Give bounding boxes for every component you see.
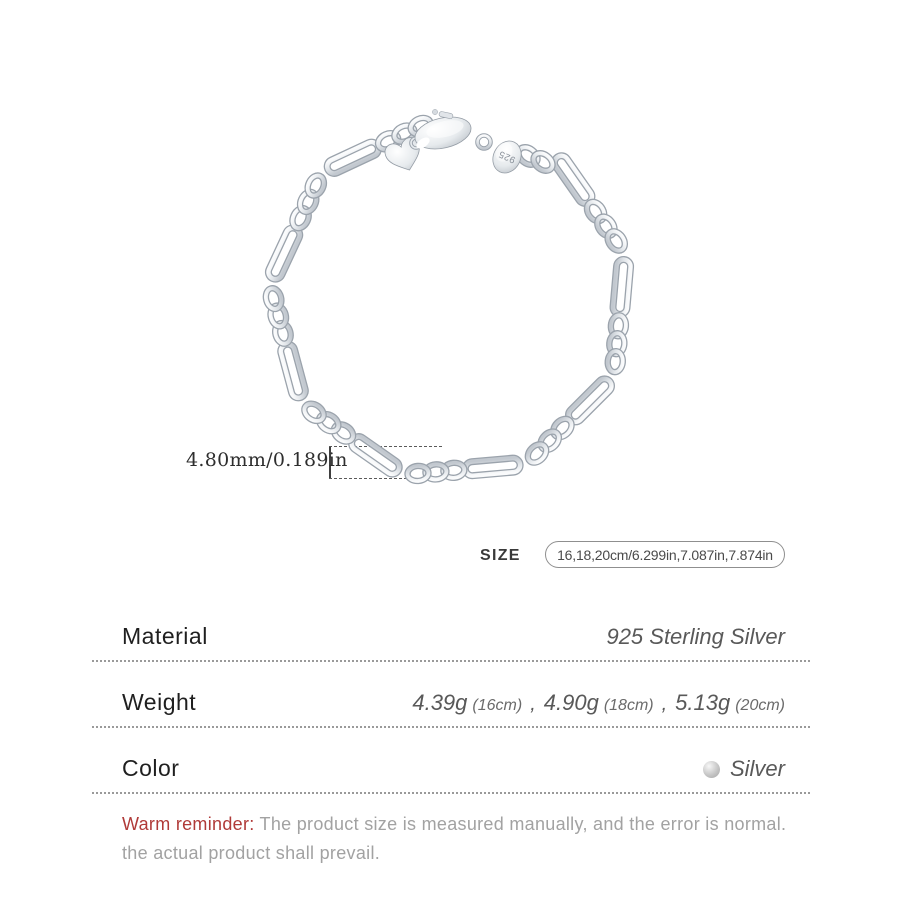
weight-separator: , [661, 693, 668, 715]
reminder-text-2: the actual product shall prevail. [122, 843, 381, 863]
silver-swatch-icon [703, 761, 720, 778]
reminder-line-1 [122, 810, 802, 839]
reminder-text-1: The product size is measured manually, and the error is normal. [259, 814, 787, 834]
lobster-clasp-assembly [383, 109, 527, 177]
size-value-pill [545, 541, 785, 568]
spec-row-weight [92, 662, 810, 728]
weight-item-value: 5.13g [675, 690, 731, 715]
bracelet-photo [253, 98, 653, 508]
weight-item-value: 4.39g [412, 690, 468, 715]
color-value [703, 756, 785, 782]
weight-item-size: (18cm) [603, 697, 654, 714]
material-label: Material [122, 623, 208, 649]
weight-item-value: 4.90g [543, 690, 599, 715]
hallmark-tag [488, 136, 527, 177]
spec-row-color [92, 728, 810, 794]
dimension-label: 4.80mm/0.189in [186, 449, 348, 471]
reminder-label: Warm reminder: [122, 814, 255, 834]
size-value: 16,18,20cm/6.299in,7.087in,7.874in [557, 546, 773, 563]
weight-item-size: (16cm) [472, 697, 523, 714]
figaro-chain [264, 115, 632, 482]
spec-row-material [92, 596, 810, 662]
color-label: Color [122, 755, 180, 781]
reminder-line-2 [122, 839, 802, 868]
weight-separator: , [530, 693, 536, 715]
weight-label: Weight [122, 689, 197, 715]
color-name: Silver [729, 756, 785, 781]
warm-reminder [122, 810, 802, 868]
size-label: SIZE [480, 547, 521, 564]
clasp-tag-text: 925 [497, 147, 518, 166]
weight-item-size: (20cm) [735, 697, 785, 714]
material-value: 925 Sterling Silver [606, 624, 785, 649]
weight-value [412, 690, 785, 716]
